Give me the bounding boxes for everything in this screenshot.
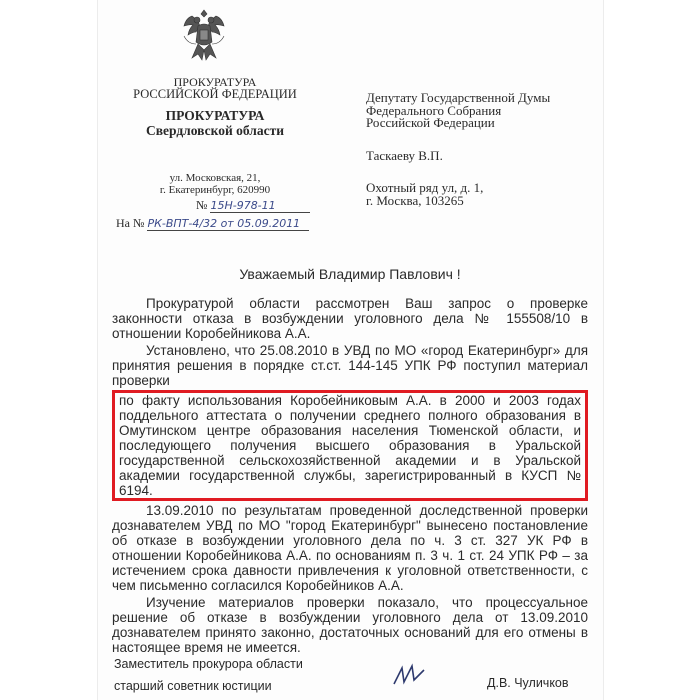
signer-name: Д.В. Чуличков (487, 676, 569, 690)
recipient-line-1: Депутату Государственной Думы (366, 90, 551, 105)
outgoing-number: 15Н-978-11 (210, 199, 310, 213)
signer-position-line-2: старший советник юстиции (114, 679, 272, 693)
address-line-1: ул. Московская, 21, (169, 172, 261, 184)
paragraph-2-start: Установлено, что 25.08.2010 в УВД по МО «город Екатеринбург» для принятия решения в порядке ст.ст. 144-145 УПК РФ поступил материал проверки (112, 343, 588, 388)
address-line-2: г. Екатеринбург, 620990 (159, 184, 271, 196)
paragraph-4: Изучение материалов проверки показало, что процессуальное решение об отказе в возбуждении уголовного дела от 13.09.2010 дознавателем принято законно, достаточных оснований для его отмены в настоящее время не имеется. (112, 595, 588, 655)
greeting: Уважаемый Владимир Павлович ! (239, 266, 461, 282)
signer-position-line-1: Заместитель прокурора области (114, 657, 303, 671)
recipient-street: Охотный ряд ул, д. 1, (366, 180, 484, 195)
recipient-line-2: Федерального Собрания (366, 102, 502, 118)
handwritten-signature (390, 662, 430, 690)
region-line-2: Свердловской области (145, 123, 285, 138)
letter-body (112, 296, 588, 655)
recipient-line-3: Российской Федерации (366, 115, 495, 130)
highlighted-passage: по факту использования Коробейниковым А.А. в 2000 и 2003 годах поддельного аттестата о получении среднего полного образования в Омутинском центре образования населения Тюменской области, и последующего получения высшего образования в Уральской государственной сельскохозяйственной академии и в Уральской академии государственной службы, зарегистрированный в КУСП № 6194. (112, 390, 588, 501)
outgoing-prefix: № (196, 198, 208, 212)
sender-header (110, 76, 320, 196)
recipient-block (366, 92, 550, 207)
org-line-1: ПРОКУРАТУРА (173, 75, 257, 89)
double-headed-eagle-emblem-icon (178, 6, 230, 64)
outgoing-ref (196, 198, 310, 213)
paragraph-1: Прокуратурой области рассмотрен Ваш запрос о проверке законности отказа в возбуждении уголовного дела № 155508/10 в отношении Коробейникова А.А. (112, 296, 588, 341)
org-line-2: РОССИЙСКОЙ ФЕДЕРАЦИИ (133, 87, 297, 101)
incoming-prefix: На № (116, 216, 145, 230)
paragraph-3: 13.09.2010 по результатам проведенной доследственной проверки дознавателем УВД по МО "город Екатеринбург" вынесено постановление об отказе в возбуждении уголовного дела по ч. 3 ст. 327 УК РФ в отношении Коробейникова А.А. по основаниям п. 3 ч. 1 ст. 24 УПК РФ – за истечением срока давности привлечения к уголовной ответственности, с чем письменно согласился Коробейников А.А. (112, 503, 588, 593)
recipient-city: г. Москва, 103265 (366, 192, 464, 208)
incoming-ref (116, 216, 309, 231)
incoming-number: РК-ВПТ-4/32 от 05.09.2011 (147, 217, 309, 231)
region-line-1: ПРОКУРАТУРА (165, 108, 265, 123)
signer-position (114, 648, 303, 693)
recipient-name: Таскаеву В.П. (366, 147, 443, 163)
